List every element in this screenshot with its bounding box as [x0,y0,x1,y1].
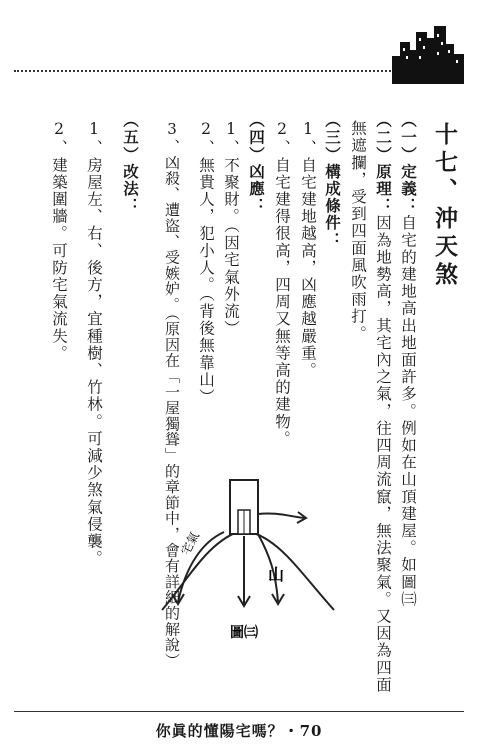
condition-item: 1、自宅建地越高，凶應越嚴重。 [299,120,317,379]
principle-label: （二）原理： [374,112,392,215]
page-footer: 你眞的懂陽宅嗎？・70 [155,722,323,740]
remedy-item: 1、房屋左、右、後方，宜種樹、竹林。可減少煞氣侵襲。 [85,120,103,568]
effect-item: 2、無貴人，犯小人。（背後無靠山） [197,120,215,406]
principle-text: 因為地勢高，其宅內之氣，往四周流竄，無法聚氣。又因為四面 [374,214,392,694]
effect-item: 1、不聚財。（因宅氣外流） [222,120,240,338]
section-title: 十七、沖天煞 [431,122,457,290]
definition-label: （一）定義： [399,112,417,215]
effects-label: （四）凶應： [247,112,265,215]
header-dotted-rule [14,70,394,72]
city-skyline-icon [392,26,464,84]
figure-caption: 圖㈢ [230,625,258,640]
remedy-item: 2、建築圍牆。可防宅氣流失。 [50,120,68,362]
principle-line [373,112,393,693]
remedy-label: （五）改法： [121,112,139,215]
mountain-label: 山 [268,565,285,584]
definition-text: 自宅的建地高出地面許多。例如在山頂建屋。如圖㈢ [399,214,417,608]
mountain-house-diagram [158,470,338,640]
footer-rule [14,711,464,712]
conditions-label: （三）構成條件： [323,112,341,249]
house-qi-label: 宅氣 [178,529,202,558]
condition-item: 2、自宅建得很高，四周又無等高的建物。 [273,120,291,448]
effect-item: 3、凶殺、遭盜、受嫉妒。（原因在「一屋獨聳」的章節中，會有詳細的解說） [163,120,181,669]
definition-line [398,112,418,608]
principle-continuation: 無遮攔，受到四面風吹雨打。 [349,120,367,343]
